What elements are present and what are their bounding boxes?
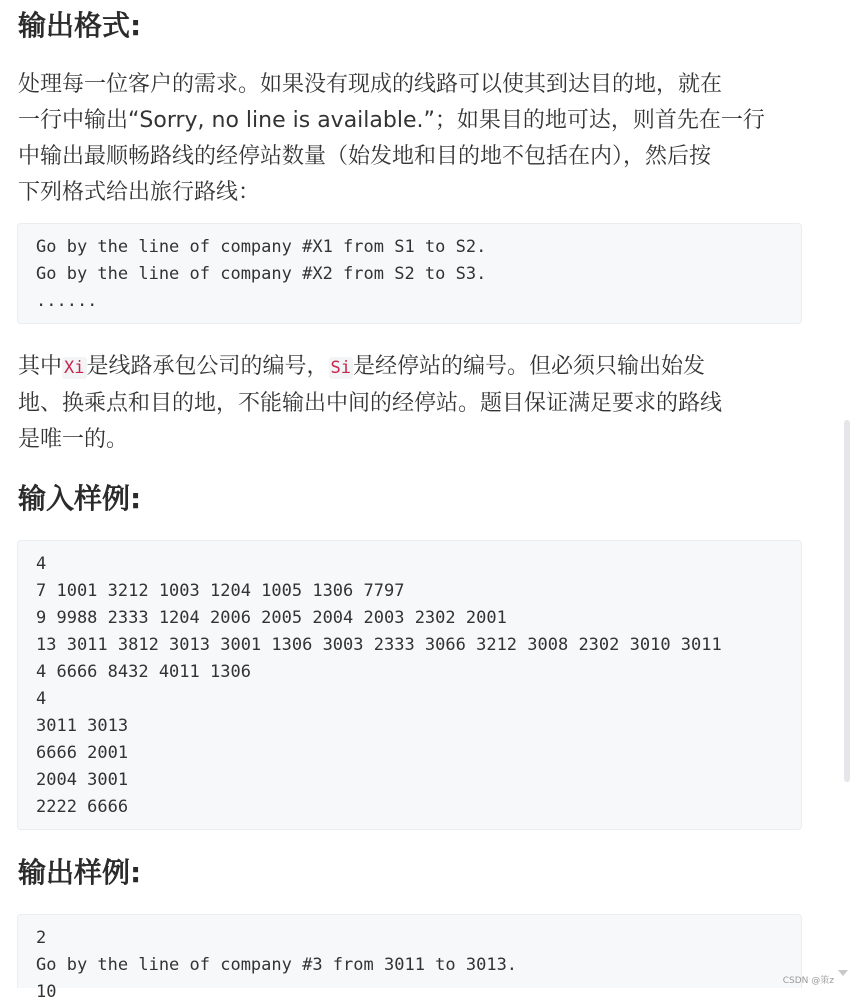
explanation-line: 是唯一的。	[18, 427, 129, 452]
scrollbar-thumb[interactable]	[844, 420, 850, 782]
description-line: 一行中输出“Sorry, no line is available.”；如果目的地可达，则首先在一行	[18, 108, 765, 133]
output-sample-heading: 输出样例:	[18, 856, 142, 889]
code-line: ......	[36, 291, 98, 311]
code-line: 2222 6666	[36, 797, 129, 817]
code-line: 6666 2001	[36, 743, 129, 763]
explanation-line: 地、换乘点和目的地，不能输出中间的经停站。题目保证满足要求的路线	[18, 391, 723, 416]
code-line: Go by the line of company #X2 from S2 to S3.	[36, 264, 487, 284]
output-format-description	[18, 67, 808, 211]
inline-code-xi: Xi	[64, 358, 85, 378]
explanation-text: 是线路承包公司的编号，	[86, 354, 329, 379]
description-line: 中输出最顺畅路线的经停站数量（始发地和目的地不包括在内），然后按	[18, 144, 712, 169]
csdn-watermark: CSDN @策z	[782, 976, 834, 986]
code-line: 4	[36, 554, 47, 574]
code-line: Go by the line of company #X1 from S1 to S2.	[36, 237, 487, 257]
code-line: Go by the line of company #3 from 3011 to 3013.	[36, 955, 518, 975]
input-sample-code-block	[17, 540, 802, 830]
input-sample-heading: 输入样例:	[18, 482, 142, 515]
inline-code-si: Si	[330, 358, 351, 378]
code-line: 7 1001 3212 1003 1204 1005 1306 7797	[36, 581, 405, 601]
description-line: 处理每一位客户的需求。如果没有现成的线路可以使其到达目的地，就在	[18, 72, 723, 97]
explanation-text: 是经停站的编号。但必须只输出始发	[353, 354, 706, 379]
explanation-text: 其中	[18, 354, 63, 379]
code-line: 9 9988 2333 1204 2006 2005 2004 2003 2302 2001	[36, 608, 507, 628]
explanation-line	[18, 349, 808, 386]
scroll-down-arrow-icon[interactable]	[838, 970, 848, 976]
code-line: 2	[36, 928, 47, 948]
code-line: 3011 3013	[36, 716, 129, 736]
description-line: 下列格式给出旅行路线：	[18, 180, 261, 205]
code-line: 4	[36, 689, 47, 709]
code-line: 2004 3001	[36, 770, 129, 790]
code-line: 10	[36, 982, 57, 1002]
output-format-heading: 输出格式:	[18, 9, 142, 42]
code-line: 13 3011 3812 3013 3001 1306 3003 2333 3066 3212 3008 2302 3010 3011	[36, 635, 722, 655]
explanation-paragraph	[18, 349, 808, 458]
output-sample-code-block	[17, 914, 802, 1002]
output-format-code-block	[17, 223, 802, 324]
code-line: 4 6666 8432 4011 1306	[36, 662, 251, 682]
